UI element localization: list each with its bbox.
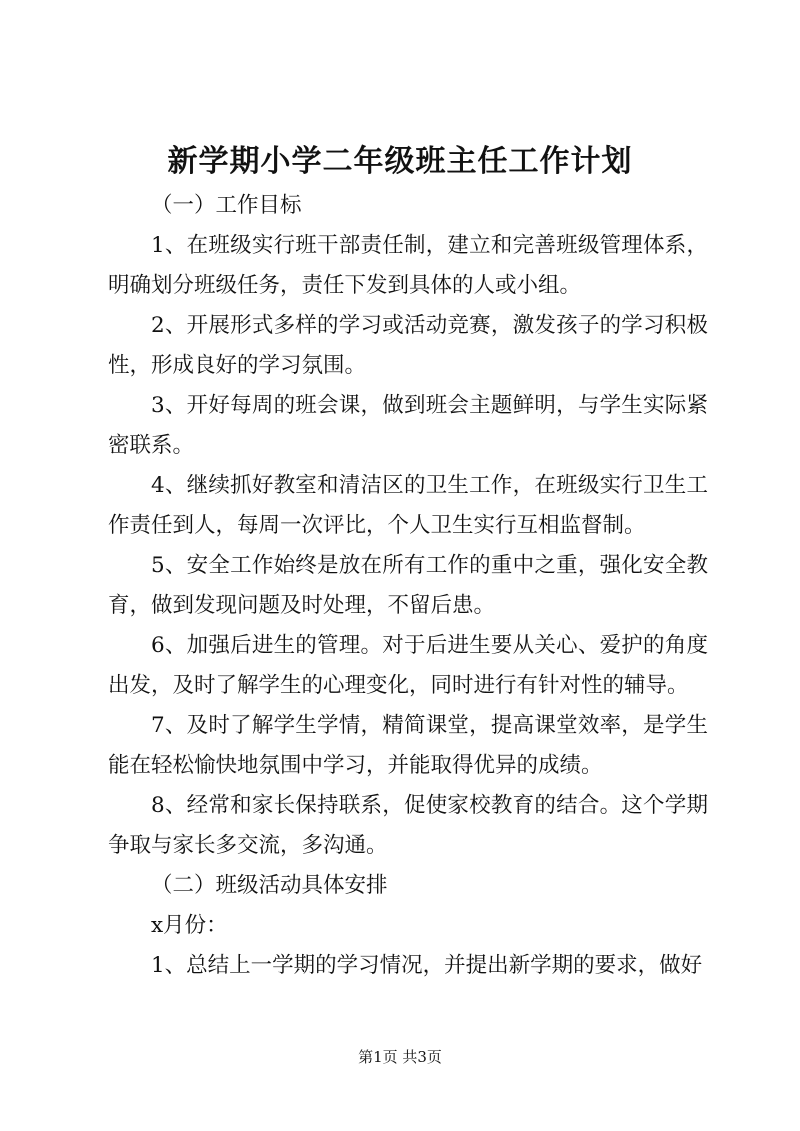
paragraph-item-4: 4、继续抓好教室和清洁区的卫生工作，在班级实行卫生工作责任到人，每周一次评比，个人卫生实行互相监督制。 [108,473,708,538]
paragraph-item-7: 7、及时了解学生学情，精简课堂，提高课堂效率，是学生能在轻松愉快地氛围中学习，并能取得优异的成绩。 [108,713,708,778]
paragraph-item-3: 3、开好每周的班会课，做到班会主题鲜明，与学生实际紧密联系。 [108,393,708,458]
paragraph-item-6: 6、加强后进生的管理。对于后进生要从关心、爱护的角度出发，及时了解学生的心理变化，同时进行有针对性的辅导。 [108,633,708,698]
section-heading-activities: （二）班级活动具体安排 [151,873,388,898]
paragraph-item-8: 8、经常和家长保持联系，促使家校教育的结合。这个学期争取与家长多交流，多沟通。 [108,793,708,858]
paragraph-item-5: 5、安全工作始终是放在所有工作的重中之重，强化安全教育，做到发现问题及时处理，不留后患。 [108,553,708,618]
month-label: x月份： [151,913,228,938]
paragraph-item-1: 1、在班级实行班干部责任制，建立和完善班级管理体系，明确划分班级任务，责任下发到具体的人或小组。 [108,233,708,298]
paragraph-month-item-1: 1、总结上一学期的学习情况，并提出新学期的要求，做好 [151,953,703,978]
paragraph-item-2: 2、开展形式多样的学习或活动竞赛，激发孩子的学习积极性，形成良好的学习氛围。 [108,313,708,378]
section-heading-goals: （一）工作目标 [151,193,302,218]
document-title: 新学期小学二年级班主任工作计划 [167,144,633,179]
page-number-footer: 第1页 共3页 [358,1048,442,1066]
document-body [108,186,708,986]
